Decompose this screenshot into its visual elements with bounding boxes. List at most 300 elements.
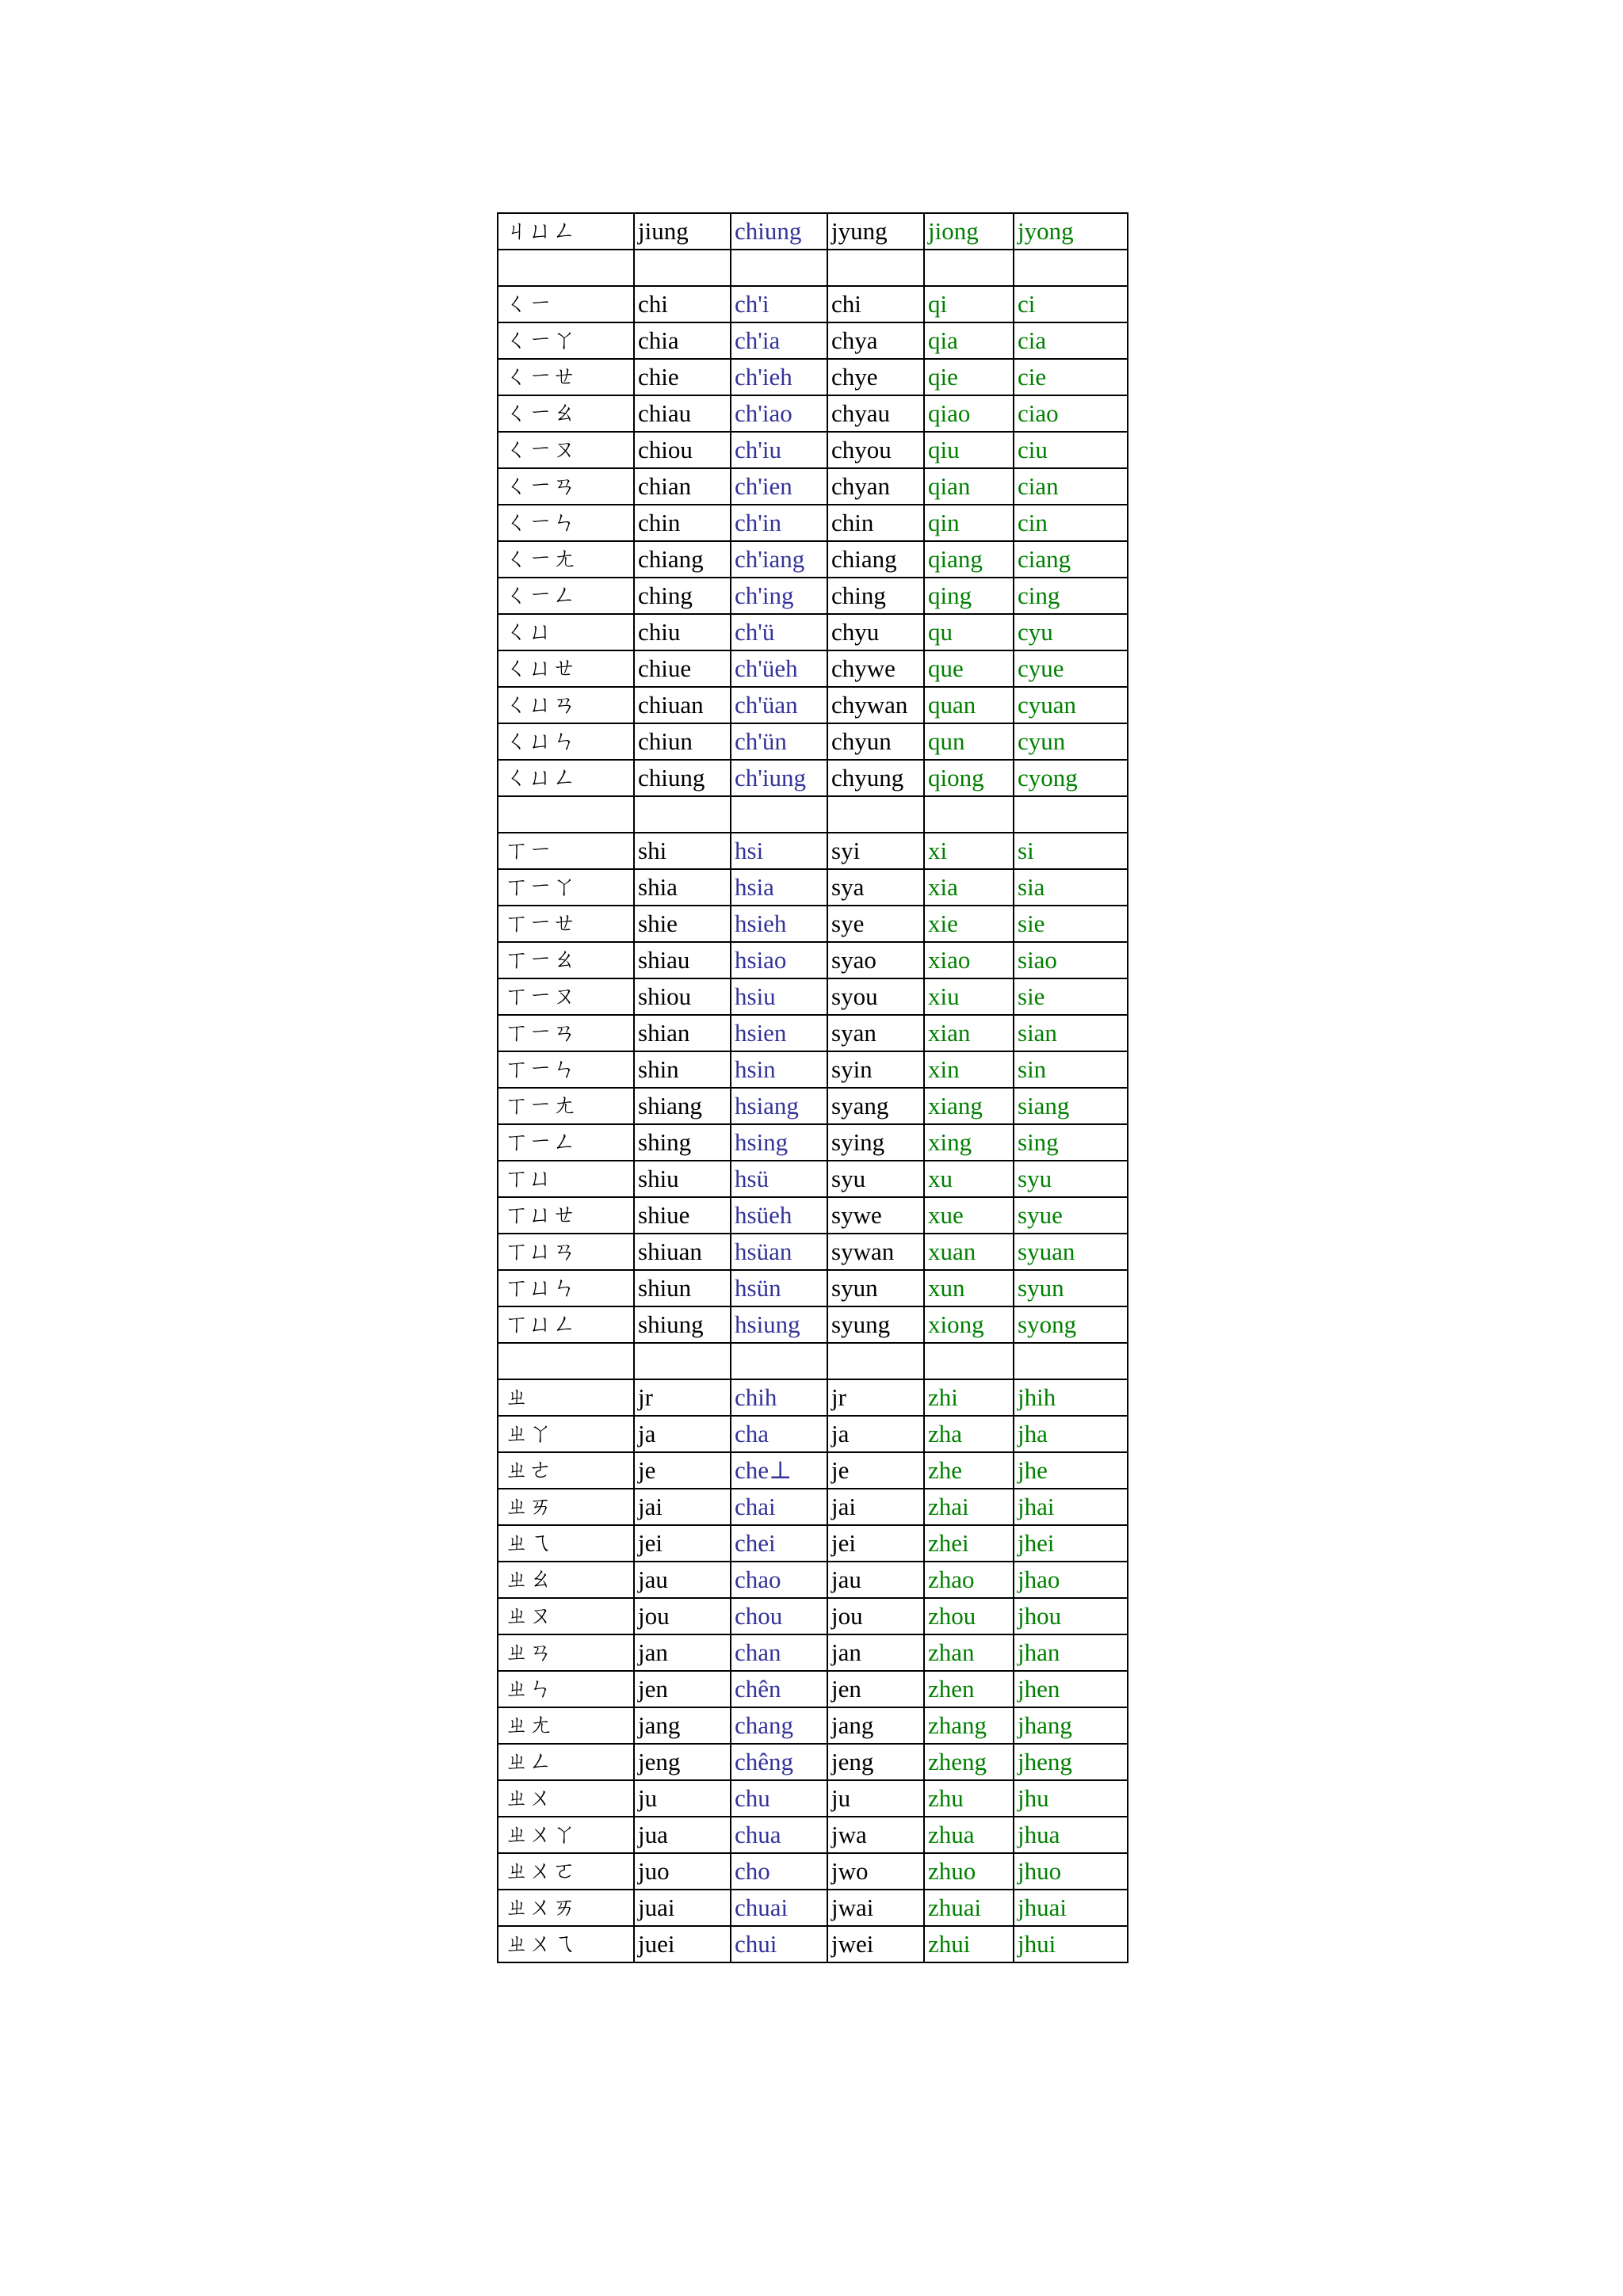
tongyong-pinyin-cell: syun	[1014, 1270, 1128, 1306]
bopomofo-cell: ㄑㄩㄝ	[498, 650, 634, 687]
tongyong-pinyin-cell: syuan	[1014, 1234, 1128, 1270]
bopomofo-cell: ㄓㄨ	[498, 1780, 634, 1817]
bopomofo-cell: ㄒㄧ	[498, 833, 634, 869]
yale-cell: jai	[827, 1489, 924, 1525]
hanyu-pinyin-cell: qin	[924, 505, 1014, 541]
yale-cell: chyou	[827, 432, 924, 468]
table-row	[498, 1562, 1128, 1598]
tongyong-pinyin-cell: sin	[1014, 1051, 1128, 1088]
bopomofo-cell: ㄓㄠ	[498, 1562, 634, 1598]
gwoyeu-romatzyh-cell: shiu	[634, 1161, 731, 1197]
hanyu-pinyin-cell: zhei	[924, 1525, 1014, 1562]
gwoyeu-romatzyh-cell: chiau	[634, 395, 731, 432]
table-row	[498, 1598, 1128, 1634]
table-row	[498, 1270, 1128, 1306]
yale-cell: je	[827, 1452, 924, 1489]
table-body	[498, 213, 1128, 1962]
table-row	[498, 1379, 1128, 1416]
bopomofo-cell: ㄑㄧㄝ	[498, 359, 634, 395]
hanyu-pinyin-cell: zhuai	[924, 1890, 1014, 1926]
yale-cell: sywan	[827, 1234, 924, 1270]
tongyong-pinyin-cell: jhe	[1014, 1452, 1128, 1489]
hanyu-pinyin-cell: jiong	[924, 213, 1014, 250]
gwoyeu-romatzyh-cell: shiun	[634, 1270, 731, 1306]
yale-cell: jang	[827, 1707, 924, 1744]
wade-giles-cell: ch'ing	[731, 578, 827, 614]
wade-giles-cell: chei	[731, 1525, 827, 1562]
yale-cell: chyung	[827, 760, 924, 796]
hanyu-pinyin-cell: qu	[924, 614, 1014, 650]
wade-giles-cell: chao	[731, 1562, 827, 1598]
hanyu-pinyin-cell: qiong	[924, 760, 1014, 796]
bopomofo-cell	[498, 250, 634, 286]
wade-giles-cell: hsiung	[731, 1306, 827, 1343]
gwoyeu-romatzyh-cell: juai	[634, 1890, 731, 1926]
gwoyeu-romatzyh-cell: jen	[634, 1671, 731, 1707]
yale-cell: syi	[827, 833, 924, 869]
hanyu-pinyin-cell: xiang	[924, 1088, 1014, 1124]
tongyong-pinyin-cell: ciang	[1014, 541, 1128, 578]
hanyu-pinyin-cell: zhe	[924, 1452, 1014, 1489]
tongyong-pinyin-cell: sing	[1014, 1124, 1128, 1161]
gwoyeu-romatzyh-cell: chia	[634, 322, 731, 359]
table-row	[498, 942, 1128, 978]
gwoyeu-romatzyh-cell: jr	[634, 1379, 731, 1416]
yale-cell: syung	[827, 1306, 924, 1343]
gwoyeu-romatzyh-cell: shi	[634, 833, 731, 869]
table-row	[498, 1671, 1128, 1707]
gwoyeu-romatzyh-cell: shiang	[634, 1088, 731, 1124]
tongyong-pinyin-cell: jhih	[1014, 1379, 1128, 1416]
wade-giles-cell: hsi	[731, 833, 827, 869]
gwoyeu-romatzyh-cell: shiung	[634, 1306, 731, 1343]
wade-giles-cell: ch'ieh	[731, 359, 827, 395]
yale-cell: ju	[827, 1780, 924, 1817]
yale-cell: syao	[827, 942, 924, 978]
hanyu-pinyin-cell: qiang	[924, 541, 1014, 578]
hanyu-pinyin-cell: qia	[924, 322, 1014, 359]
gwoyeu-romatzyh-cell: jan	[634, 1634, 731, 1671]
bopomofo-cell: ㄓㄜ	[498, 1452, 634, 1489]
wade-giles-cell: hsiang	[731, 1088, 827, 1124]
hanyu-pinyin-cell: zhen	[924, 1671, 1014, 1707]
wade-giles-cell: ch'iang	[731, 541, 827, 578]
table-row	[498, 1744, 1128, 1780]
hanyu-pinyin-cell: zha	[924, 1416, 1014, 1452]
hanyu-pinyin-cell: quan	[924, 687, 1014, 723]
bopomofo-cell: ㄒㄩㄢ	[498, 1234, 634, 1270]
wade-giles-cell: hsien	[731, 1015, 827, 1051]
table-row	[498, 432, 1128, 468]
tongyong-pinyin-cell: syu	[1014, 1161, 1128, 1197]
table-row	[498, 869, 1128, 906]
bopomofo-cell: ㄒㄧㄢ	[498, 1015, 634, 1051]
tongyong-pinyin-cell: ci	[1014, 286, 1128, 322]
yale-cell: jen	[827, 1671, 924, 1707]
gwoyeu-romatzyh-cell: je	[634, 1452, 731, 1489]
gwoyeu-romatzyh-cell: chiou	[634, 432, 731, 468]
gwoyeu-romatzyh-cell: juei	[634, 1926, 731, 1962]
table-row	[498, 978, 1128, 1015]
hanyu-pinyin-cell: xing	[924, 1124, 1014, 1161]
bopomofo-cell: ㄒㄧㄣ	[498, 1051, 634, 1088]
gwoyeu-romatzyh-cell: jau	[634, 1562, 731, 1598]
yale-cell	[827, 250, 924, 286]
hanyu-pinyin-cell: xuan	[924, 1234, 1014, 1270]
wade-giles-cell: ch'ien	[731, 468, 827, 505]
yale-cell: jau	[827, 1562, 924, 1598]
wade-giles-cell: chuai	[731, 1890, 827, 1926]
wade-giles-cell: hsün	[731, 1270, 827, 1306]
table-row	[498, 1780, 1128, 1817]
yale-cell: chywan	[827, 687, 924, 723]
gwoyeu-romatzyh-cell: ching	[634, 578, 731, 614]
bopomofo-cell: ㄒㄩㄣ	[498, 1270, 634, 1306]
hanyu-pinyin-cell: xia	[924, 869, 1014, 906]
bopomofo-cell: ㄑㄧㄢ	[498, 468, 634, 505]
table-row	[498, 1853, 1128, 1890]
yale-cell: chiang	[827, 541, 924, 578]
wade-giles-cell	[731, 1343, 827, 1379]
hanyu-pinyin-cell: qiao	[924, 395, 1014, 432]
table-row	[498, 1161, 1128, 1197]
wade-giles-cell: chih	[731, 1379, 827, 1416]
table-row	[498, 1525, 1128, 1562]
bopomofo-cell: ㄒㄧㄤ	[498, 1088, 634, 1124]
table-row	[498, 650, 1128, 687]
wade-giles-cell: cha	[731, 1416, 827, 1452]
yale-cell: chye	[827, 359, 924, 395]
tongyong-pinyin-cell: jhen	[1014, 1671, 1128, 1707]
gwoyeu-romatzyh-cell: chin	[634, 505, 731, 541]
tongyong-pinyin-cell: jhuai	[1014, 1890, 1128, 1926]
wade-giles-cell: chou	[731, 1598, 827, 1634]
gwoyeu-romatzyh-cell: shing	[634, 1124, 731, 1161]
wade-giles-cell: chan	[731, 1634, 827, 1671]
tongyong-pinyin-cell: cian	[1014, 468, 1128, 505]
yale-cell: syun	[827, 1270, 924, 1306]
yale-cell: ja	[827, 1416, 924, 1452]
bopomofo-cell: ㄓ	[498, 1379, 634, 1416]
bopomofo-cell: ㄒㄩ	[498, 1161, 634, 1197]
bopomofo-cell: ㄓㄚ	[498, 1416, 634, 1452]
bopomofo-cell	[498, 796, 634, 833]
bopomofo-cell: ㄑㄧ	[498, 286, 634, 322]
hanyu-pinyin-cell: zhai	[924, 1489, 1014, 1525]
gwoyeu-romatzyh-cell: chian	[634, 468, 731, 505]
gwoyeu-romatzyh-cell	[634, 796, 731, 833]
bopomofo-cell: ㄓㄣ	[498, 1671, 634, 1707]
yale-cell: chyu	[827, 614, 924, 650]
tongyong-pinyin-cell	[1014, 796, 1128, 833]
yale-cell	[827, 1343, 924, 1379]
tongyong-pinyin-cell: sie	[1014, 906, 1128, 942]
tongyong-pinyin-cell: ciu	[1014, 432, 1128, 468]
tongyong-pinyin-cell: jhai	[1014, 1489, 1128, 1525]
yale-cell: chywe	[827, 650, 924, 687]
bopomofo-cell: ㄓㄤ	[498, 1707, 634, 1744]
tongyong-pinyin-cell: siao	[1014, 942, 1128, 978]
hanyu-pinyin-cell: xiao	[924, 942, 1014, 978]
tongyong-pinyin-cell: cie	[1014, 359, 1128, 395]
table-row	[498, 760, 1128, 796]
gwoyeu-romatzyh-cell: chie	[634, 359, 731, 395]
hanyu-pinyin-cell: qi	[924, 286, 1014, 322]
table-row	[498, 1634, 1128, 1671]
tongyong-pinyin-cell: siang	[1014, 1088, 1128, 1124]
bopomofo-cell: ㄓㄟ	[498, 1525, 634, 1562]
table-row	[498, 1817, 1128, 1853]
tongyong-pinyin-cell: jhao	[1014, 1562, 1128, 1598]
tongyong-pinyin-cell	[1014, 250, 1128, 286]
table-row	[498, 1051, 1128, 1088]
hanyu-pinyin-cell: qian	[924, 468, 1014, 505]
bopomofo-cell: ㄑㄧㄤ	[498, 541, 634, 578]
tongyong-pinyin-cell	[1014, 1343, 1128, 1379]
tongyong-pinyin-cell: sian	[1014, 1015, 1128, 1051]
gwoyeu-romatzyh-cell: juo	[634, 1853, 731, 1890]
tongyong-pinyin-cell: jhei	[1014, 1525, 1128, 1562]
bopomofo-cell: ㄒㄧㄝ	[498, 906, 634, 942]
yale-cell: sye	[827, 906, 924, 942]
yale-cell: chi	[827, 286, 924, 322]
table-row	[498, 1234, 1128, 1270]
gwoyeu-romatzyh-cell: shia	[634, 869, 731, 906]
table-row	[498, 505, 1128, 541]
wade-giles-cell: hsü	[731, 1161, 827, 1197]
tongyong-pinyin-cell: cia	[1014, 322, 1128, 359]
table-row	[498, 687, 1128, 723]
bopomofo-cell: ㄓㄞ	[498, 1489, 634, 1525]
table-row	[498, 1890, 1128, 1926]
yale-cell: syang	[827, 1088, 924, 1124]
table-row	[498, 213, 1128, 250]
yale-cell: syin	[827, 1051, 924, 1088]
hanyu-pinyin-cell: xie	[924, 906, 1014, 942]
yale-cell: jyung	[827, 213, 924, 250]
wade-giles-cell: chên	[731, 1671, 827, 1707]
tongyong-pinyin-cell: sia	[1014, 869, 1128, 906]
table-row	[498, 1088, 1128, 1124]
wade-giles-cell: chua	[731, 1817, 827, 1853]
hanyu-pinyin-cell: xiu	[924, 978, 1014, 1015]
yale-cell: jan	[827, 1634, 924, 1671]
wade-giles-cell: chu	[731, 1780, 827, 1817]
yale-cell: jr	[827, 1379, 924, 1416]
bopomofo-cell: ㄓㄨㄞ	[498, 1890, 634, 1926]
wade-giles-cell: ch'in	[731, 505, 827, 541]
tongyong-pinyin-cell: ciao	[1014, 395, 1128, 432]
yale-cell: chyau	[827, 395, 924, 432]
yale-cell: syu	[827, 1161, 924, 1197]
hanyu-pinyin-cell	[924, 1343, 1014, 1379]
gwoyeu-romatzyh-cell	[634, 250, 731, 286]
bopomofo-cell: ㄓㄢ	[498, 1634, 634, 1671]
yale-cell: jwei	[827, 1926, 924, 1962]
yale-cell: jeng	[827, 1744, 924, 1780]
yale-cell: chyan	[827, 468, 924, 505]
table-row	[498, 1124, 1128, 1161]
gwoyeu-romatzyh-cell: jeng	[634, 1744, 731, 1780]
wade-giles-cell: ch'iao	[731, 395, 827, 432]
gwoyeu-romatzyh-cell: jiung	[634, 213, 731, 250]
wade-giles-cell: chang	[731, 1707, 827, 1744]
bopomofo-cell: ㄓㄡ	[498, 1598, 634, 1634]
gwoyeu-romatzyh-cell: chiang	[634, 541, 731, 578]
hanyu-pinyin-cell: zheng	[924, 1744, 1014, 1780]
tongyong-pinyin-cell: syong	[1014, 1306, 1128, 1343]
hanyu-pinyin-cell: qing	[924, 578, 1014, 614]
spacer-row	[498, 1343, 1128, 1379]
gwoyeu-romatzyh-cell: ja	[634, 1416, 731, 1452]
bopomofo-cell: ㄑㄧㄣ	[498, 505, 634, 541]
tongyong-pinyin-cell: cyun	[1014, 723, 1128, 760]
tongyong-pinyin-cell: cing	[1014, 578, 1128, 614]
bopomofo-cell: ㄐㄩㄥ	[498, 213, 634, 250]
tongyong-pinyin-cell: jhan	[1014, 1634, 1128, 1671]
hanyu-pinyin-cell	[924, 796, 1014, 833]
wade-giles-cell	[731, 250, 827, 286]
yale-cell: syou	[827, 978, 924, 1015]
hanyu-pinyin-cell: zhi	[924, 1379, 1014, 1416]
wade-giles-cell: cho	[731, 1853, 827, 1890]
tongyong-pinyin-cell: jheng	[1014, 1744, 1128, 1780]
hanyu-pinyin-cell: xi	[924, 833, 1014, 869]
tongyong-pinyin-cell: jhuo	[1014, 1853, 1128, 1890]
bopomofo-cell: ㄒㄩㄥ	[498, 1306, 634, 1343]
bopomofo-cell: ㄑㄩㄣ	[498, 723, 634, 760]
yale-cell: chin	[827, 505, 924, 541]
table-row	[498, 1197, 1128, 1234]
bopomofo-cell: ㄓㄨㄛ	[498, 1853, 634, 1890]
hanyu-pinyin-cell: zhui	[924, 1926, 1014, 1962]
hanyu-pinyin-cell: qie	[924, 359, 1014, 395]
wade-giles-cell: chêng	[731, 1744, 827, 1780]
hanyu-pinyin-cell: zhuo	[924, 1853, 1014, 1890]
tongyong-pinyin-cell: syue	[1014, 1197, 1128, 1234]
bopomofo-cell	[498, 1343, 634, 1379]
table-row	[498, 614, 1128, 650]
yale-cell: jou	[827, 1598, 924, 1634]
hanyu-pinyin-cell: xu	[924, 1161, 1014, 1197]
table-row	[498, 1452, 1128, 1489]
table-row	[498, 468, 1128, 505]
gwoyeu-romatzyh-cell: shie	[634, 906, 731, 942]
wade-giles-cell: ch'ia	[731, 322, 827, 359]
hanyu-pinyin-cell: xue	[924, 1197, 1014, 1234]
tongyong-pinyin-cell: cyue	[1014, 650, 1128, 687]
table-row	[498, 1926, 1128, 1962]
gwoyeu-romatzyh-cell: shin	[634, 1051, 731, 1088]
wade-giles-cell: hsieh	[731, 906, 827, 942]
bopomofo-cell: ㄑㄩㄢ	[498, 687, 634, 723]
gwoyeu-romatzyh-cell: shiue	[634, 1197, 731, 1234]
tongyong-pinyin-cell: jhu	[1014, 1780, 1128, 1817]
bopomofo-cell: ㄒㄧㄥ	[498, 1124, 634, 1161]
tongyong-pinyin-cell: jhou	[1014, 1598, 1128, 1634]
yale-cell: chyun	[827, 723, 924, 760]
yale-cell: sying	[827, 1124, 924, 1161]
gwoyeu-romatzyh-cell: chiu	[634, 614, 731, 650]
gwoyeu-romatzyh-cell: ju	[634, 1780, 731, 1817]
table-row	[498, 359, 1128, 395]
bopomofo-cell: ㄑㄩ	[498, 614, 634, 650]
yale-cell: jwa	[827, 1817, 924, 1853]
hanyu-pinyin-cell: zhao	[924, 1562, 1014, 1598]
wade-giles-cell: hsiao	[731, 942, 827, 978]
hanyu-pinyin-cell: que	[924, 650, 1014, 687]
table-row	[498, 541, 1128, 578]
table-row	[498, 1015, 1128, 1051]
table-row	[498, 1489, 1128, 1525]
hanyu-pinyin-cell: qun	[924, 723, 1014, 760]
bopomofo-cell: ㄒㄧㄡ	[498, 978, 634, 1015]
yale-cell: jwo	[827, 1853, 924, 1890]
yale-cell: syan	[827, 1015, 924, 1051]
gwoyeu-romatzyh-cell: jei	[634, 1525, 731, 1562]
tongyong-pinyin-cell: jhua	[1014, 1817, 1128, 1853]
hanyu-pinyin-cell: zhan	[924, 1634, 1014, 1671]
tongyong-pinyin-cell: cyuan	[1014, 687, 1128, 723]
gwoyeu-romatzyh-cell: jou	[634, 1598, 731, 1634]
wade-giles-cell: ch'üan	[731, 687, 827, 723]
tongyong-pinyin-cell: jyong	[1014, 213, 1128, 250]
hanyu-pinyin-cell: zhua	[924, 1817, 1014, 1853]
hanyu-pinyin-cell: zhu	[924, 1780, 1014, 1817]
gwoyeu-romatzyh-cell: jua	[634, 1817, 731, 1853]
gwoyeu-romatzyh-cell: jai	[634, 1489, 731, 1525]
wade-giles-cell: ch'iung	[731, 760, 827, 796]
wade-giles-cell: hsin	[731, 1051, 827, 1088]
table-row	[498, 1416, 1128, 1452]
hanyu-pinyin-cell: qiu	[924, 432, 1014, 468]
gwoyeu-romatzyh-cell: chiun	[634, 723, 731, 760]
romanization-table	[497, 212, 1128, 1963]
yale-cell: sya	[827, 869, 924, 906]
wade-giles-cell: chui	[731, 1926, 827, 1962]
hanyu-pinyin-cell: zhou	[924, 1598, 1014, 1634]
bopomofo-cell: ㄒㄧㄚ	[498, 869, 634, 906]
bopomofo-cell: ㄑㄧㄥ	[498, 578, 634, 614]
yale-cell: sywe	[827, 1197, 924, 1234]
wade-giles-cell: hsüan	[731, 1234, 827, 1270]
hanyu-pinyin-cell: xun	[924, 1270, 1014, 1306]
hanyu-pinyin-cell: zhang	[924, 1707, 1014, 1744]
table-row	[498, 833, 1128, 869]
bopomofo-cell: ㄓㄨㄟ	[498, 1926, 634, 1962]
table-row	[498, 322, 1128, 359]
table-row	[498, 1306, 1128, 1343]
gwoyeu-romatzyh-cell: chiue	[634, 650, 731, 687]
bopomofo-cell: ㄓㄨㄚ	[498, 1817, 634, 1853]
gwoyeu-romatzyh-cell: chiung	[634, 760, 731, 796]
table-row	[498, 286, 1128, 322]
gwoyeu-romatzyh-cell: shian	[634, 1015, 731, 1051]
wade-giles-cell: ch'i	[731, 286, 827, 322]
tongyong-pinyin-cell: cin	[1014, 505, 1128, 541]
bopomofo-cell: ㄒㄧㄠ	[498, 942, 634, 978]
bopomofo-cell: ㄑㄧㄡ	[498, 432, 634, 468]
table-row	[498, 906, 1128, 942]
wade-giles-cell: chai	[731, 1489, 827, 1525]
tongyong-pinyin-cell: cyu	[1014, 614, 1128, 650]
table-row	[498, 578, 1128, 614]
wade-giles-cell: hsia	[731, 869, 827, 906]
tongyong-pinyin-cell: cyong	[1014, 760, 1128, 796]
hanyu-pinyin-cell: xiong	[924, 1306, 1014, 1343]
wade-giles-cell: hsüeh	[731, 1197, 827, 1234]
bopomofo-cell: ㄑㄩㄥ	[498, 760, 634, 796]
